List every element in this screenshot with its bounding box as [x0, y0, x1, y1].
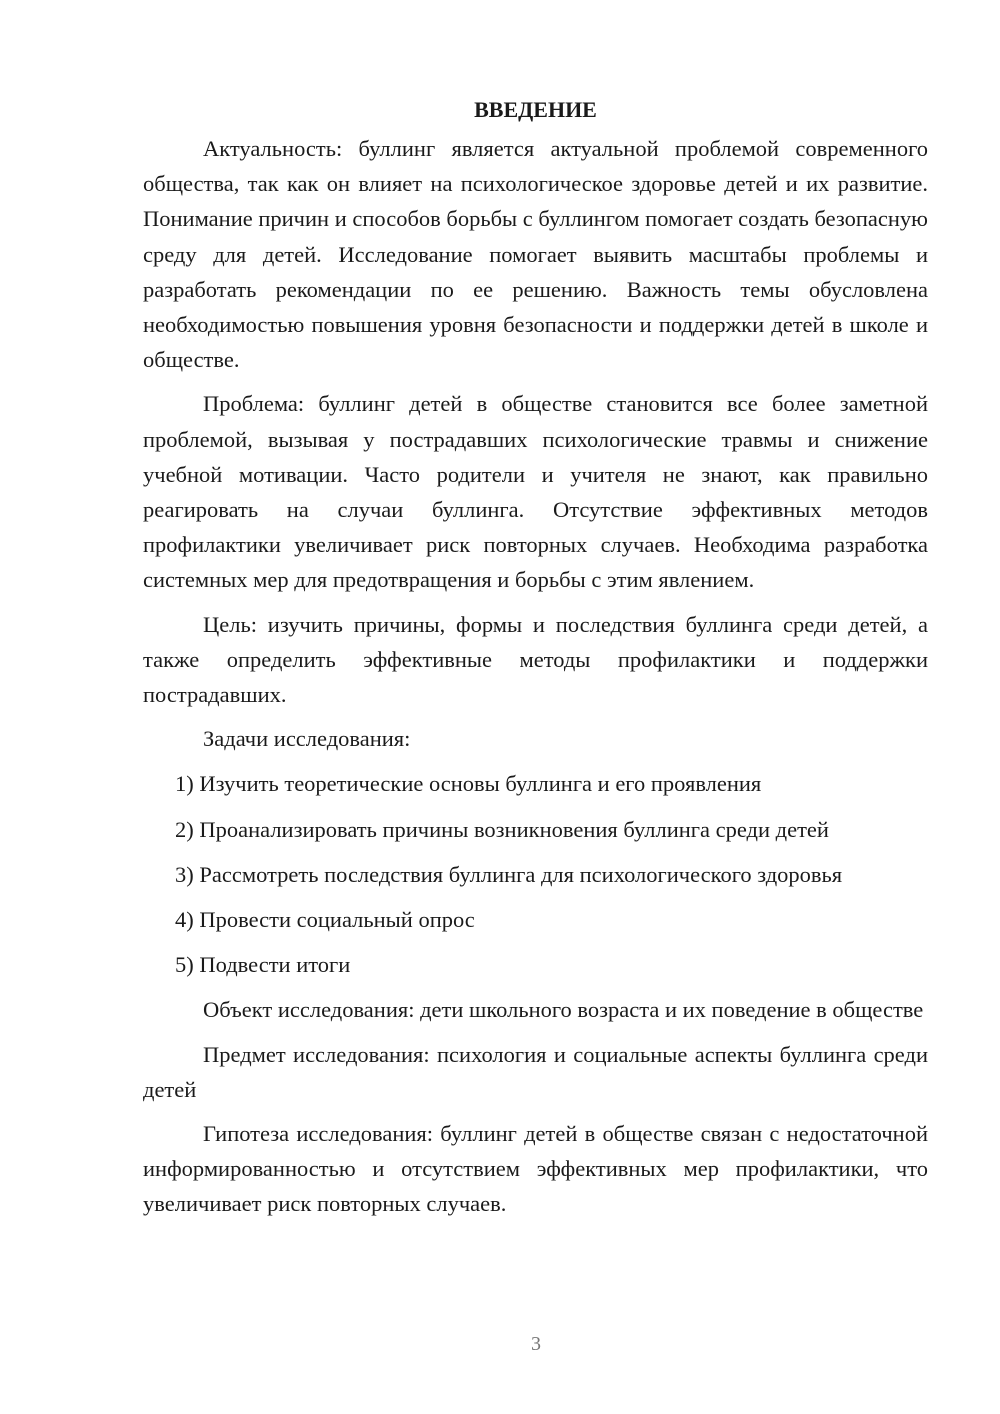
page-number: 3 — [531, 1333, 541, 1355]
paragraph-subject: Предмет исследования: психология и социальные аспекты буллинга среди детей — [143, 1041, 928, 1102]
paragraph-relevance: Актуальность: буллинг является актуальной проблемой современного общества, так как он влияет на психологическое здоровье детей и их развитие. Понимание причин и способов борьбы с буллингом помогает создать безопасную среду для детей. Исследование помогает выявить масштабы проблемы и разработать рекомендации по ее решению. Важность темы обусловлена необходимостью повышения уровня безопасности и поддержки детей в школе и обществе. — [143, 136, 928, 373]
page-content — [143, 92, 928, 1231]
section-heading: ВВЕДЕНИЕ — [474, 97, 597, 122]
task-item-3: 3) Рассмотреть последствия буллинга для психологического здоровья — [175, 861, 843, 887]
task-item-2: 2) Проанализировать причины возникновения буллинга среди детей — [175, 816, 829, 842]
tasks-label: Задачи исследования: — [203, 726, 411, 752]
task-item-4: 4) Провести социальный опрос — [175, 907, 475, 933]
paragraph-hypothesis: Гипотеза исследования: буллинг детей в обществе связан с недостаточной информированностью и отсутствием эффективных мер профилактики, что увеличивает риск повторных случаев. — [143, 1121, 928, 1217]
paragraph-object: Объект исследования: дети школьного возраста и их поведение в обществе — [203, 997, 924, 1023]
task-item-1: 1) Изучить теоретические основы буллинга и его проявления — [175, 771, 762, 797]
task-item-5: 5) Подвести итоги — [175, 952, 351, 978]
paragraph-goal: Цель: изучить причины, формы и последствия буллинга среди детей, а также определить эффективные методы профилактики и поддержки пострадавших. — [143, 611, 928, 708]
paragraph-problem: Проблема: буллинг детей в обществе становится все более заметной проблемой, вызывая у пострадавших психологические травмы и снижение учебной мотивации. Часто родители и учителя не знают, как правильно реагировать на случаи буллинга. Отсутствие эффективных методов профилактики увеличивает риск повторных случаев. Необходима разработка системных мер для предотвращения и борьбы с этим явлением. — [143, 391, 928, 593]
